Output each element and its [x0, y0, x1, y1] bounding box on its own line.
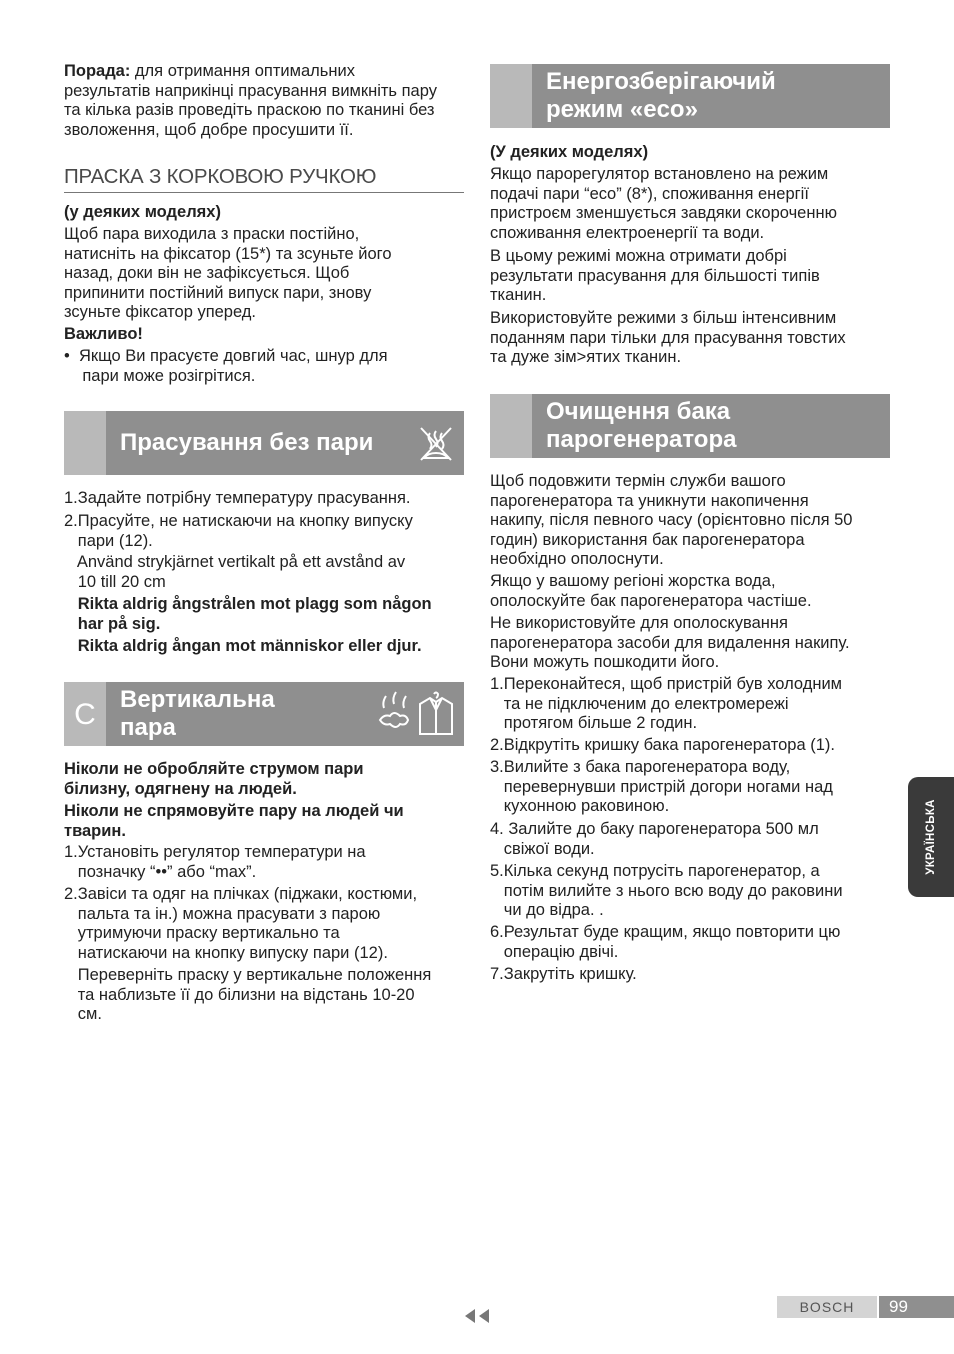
vertical-steam-icon [374, 690, 456, 738]
dry-line: пари (12). [64, 531, 153, 550]
section-title-line: Вертикальна [120, 686, 275, 713]
section-band-clean [490, 394, 890, 458]
clean-line: Щоб подовжити термін служби вашого [490, 472, 786, 490]
dry-bold-line: har på sig. [64, 614, 161, 633]
eco-line: результати прасування для більшості типів [490, 266, 820, 285]
vertical-warning-line: Ніколи не спрямовуйте пару на людей чи [64, 802, 404, 820]
vertical-line: пальта та ін.) можна прасувати з парою [64, 904, 381, 923]
eco-line: споживання електроенергії та води. [490, 223, 765, 242]
section-title-line: парогенератора [546, 426, 737, 453]
dry-line: 1.Задайте потрібну температуру прасування. [64, 489, 411, 507]
clean-line: Якщо у вашому регіоні жорстка вода, [490, 572, 776, 590]
bullet-line: • Якщо Ви прасуєте довгий час, шнур для [64, 347, 388, 365]
clean-line: 1.Переконайтеся, щоб пристрій був холодним [490, 675, 843, 693]
clean-line: 2.Відкрутіть кришку бака парогенератора (1). [490, 736, 835, 754]
eco-line: тканин. [490, 286, 547, 304]
eco-models: (У деяких моделях) [490, 143, 649, 161]
vertical-warning-line: тварин. [64, 821, 126, 840]
tip-line: результатів наприкінці прасування вимкніть пару [64, 81, 437, 100]
section-title-line: Енергозберігаючий [546, 68, 776, 95]
clean-line: парогенератора засоби для видалення накипу. [490, 633, 850, 652]
band-tab [64, 411, 106, 475]
eco-line: подачі пари “eco” (8*), споживання енергії [490, 184, 809, 203]
clean-line: перевернувши пристрій догори ногами над [490, 777, 833, 796]
clean-line: 7.Закрутіть кришку. [490, 965, 637, 983]
cork-line: припинити постійний випуск пари, знову [64, 283, 372, 302]
clean-line: свіжої води. [490, 839, 595, 858]
vertical-line: 1.Установіть регулятор температури на [64, 843, 366, 861]
eco-line: пристроєм зменшується завдяки скороченню [490, 204, 837, 222]
vertical-line: та наблизьте її до білизни на відстань 10-20 [64, 985, 415, 1004]
eco-line: Якщо парорегулятор встановлено на режим [490, 165, 829, 183]
vertical-line: см. [64, 1005, 102, 1023]
eco-line: поданням пари тільки для прасування товстих [490, 328, 846, 347]
clean-line: 3.Вилийте з бака парогенератора воду, [490, 758, 791, 776]
clean-line: необхідно ополоснути. [490, 550, 664, 568]
page-number: 99 [889, 1297, 908, 1316]
clean-line: чи до відра. . [490, 901, 604, 919]
no-steam-icon [418, 425, 454, 463]
bullet-line: пари може розігрітися. [64, 366, 256, 385]
clean-line: ополоскуйте бак парогенератора частіше. [490, 591, 812, 610]
clean-line: Не використовуйте для ополоскування [490, 614, 788, 632]
section-letter: C [74, 698, 96, 731]
cork-line: зсуньте фіксатор уперед. [64, 303, 257, 321]
cork-line: Щоб пара виходила з праски постійно, [64, 225, 360, 243]
dry-bold-line: Rikta aldrig ångstrålen mot plagg som någon [64, 595, 432, 613]
section-band-eco [490, 64, 890, 128]
vertical-warning-line: Ніколи не обробляйте струмом пари [64, 760, 364, 778]
vertical-line: Переверніть праску у вертикальне положення [64, 966, 432, 984]
page-number-box [879, 1296, 954, 1318]
clean-line: Вони можуть пошкодити його. [490, 653, 720, 671]
clean-line: операцію двічі. [490, 942, 619, 961]
language-label: УКРАЇНСЬКА [925, 799, 937, 875]
section-title: Прасування без пари [120, 429, 374, 456]
dry-bold-line: Rikta aldrig ångan mot människor eller djur. [64, 637, 422, 655]
cork-line: назад, доки він не зафіксується. Щоб [64, 264, 350, 282]
footer-brand: BOSCH [777, 1296, 877, 1318]
cork-line: натисніть на фіксатор (15*) та зсуньте його [64, 244, 392, 263]
section-title-line: Очищення бака [546, 398, 731, 425]
clean-line: потім вилийте з нього всю воду до раковини [490, 881, 843, 900]
back-arrows-icon[interactable] [463, 1308, 491, 1324]
tip-line: та кілька разів проведіть праскою по тканині без [64, 101, 435, 119]
clean-line: 6.Результат буде кращим, якщо повторити цю [490, 923, 841, 941]
tip-line-1 [64, 62, 355, 81]
band-tab [490, 64, 532, 128]
heading-rule [64, 192, 464, 193]
section-band-dry [64, 411, 464, 475]
eco-line: та дуже зім>ятих тканин. [490, 348, 682, 366]
section-title-line: пара [120, 714, 176, 741]
cork-heading: ПРАСКА З КОРКОВОЮ РУЧКОЮ [64, 165, 377, 188]
language-side-tab [908, 777, 954, 897]
eco-line: В цьому режимі можна отримати добрі [490, 247, 787, 265]
clean-line: парогенератора та уникнути накопичення [490, 491, 809, 510]
clean-line: протягом більше 2 годин. [490, 714, 698, 732]
clean-line: та не підключеним до електромережі [490, 694, 789, 713]
vertical-line: натискаючи на кнопку випуску пари (12). [64, 943, 388, 962]
cork-models: (у деяких моделях) [64, 203, 221, 221]
clean-line: годин) використання бак парогенератора [490, 530, 805, 549]
eco-line: Використовуйте режими з більш інтенсивним [490, 309, 837, 327]
important-label: Важливо! [64, 325, 143, 343]
vertical-line: позначку “••” або “max”. [64, 862, 257, 881]
clean-line: 4. Залийте до баку парогенератора 500 мл [490, 820, 819, 838]
clean-line: 5.Кілька секунд потрусіть парогенератор, а [490, 862, 820, 880]
dry-line: Använd strykjärnet vertikalt på ett avstånd av [64, 553, 406, 571]
section-title-line: режим «eco» [546, 96, 698, 123]
dry-line: 2.Прасуйте, не натискаючи на кнопку випуску [64, 512, 413, 530]
vertical-warning-line: білизну, одягнену на людей. [64, 779, 297, 798]
dry-line: 10 till 20 cm [64, 572, 166, 591]
tip-line: зволоження, щоб добре просушити її. [64, 120, 354, 139]
tip-label: Порада: [64, 62, 131, 80]
section-band-vertical [64, 682, 464, 746]
clean-line: накипу, після певного часу (орієнтовно після 50 [490, 511, 853, 529]
vertical-line: утримуючи праску вертикально та [64, 924, 340, 942]
vertical-line: 2.Завіси та одяг на плічках (піджаки, костюми, [64, 885, 418, 903]
tip-text: для отримання оптимальних [130, 62, 355, 80]
clean-line: кухонною раковиною. [490, 797, 670, 815]
band-tab [490, 394, 532, 458]
